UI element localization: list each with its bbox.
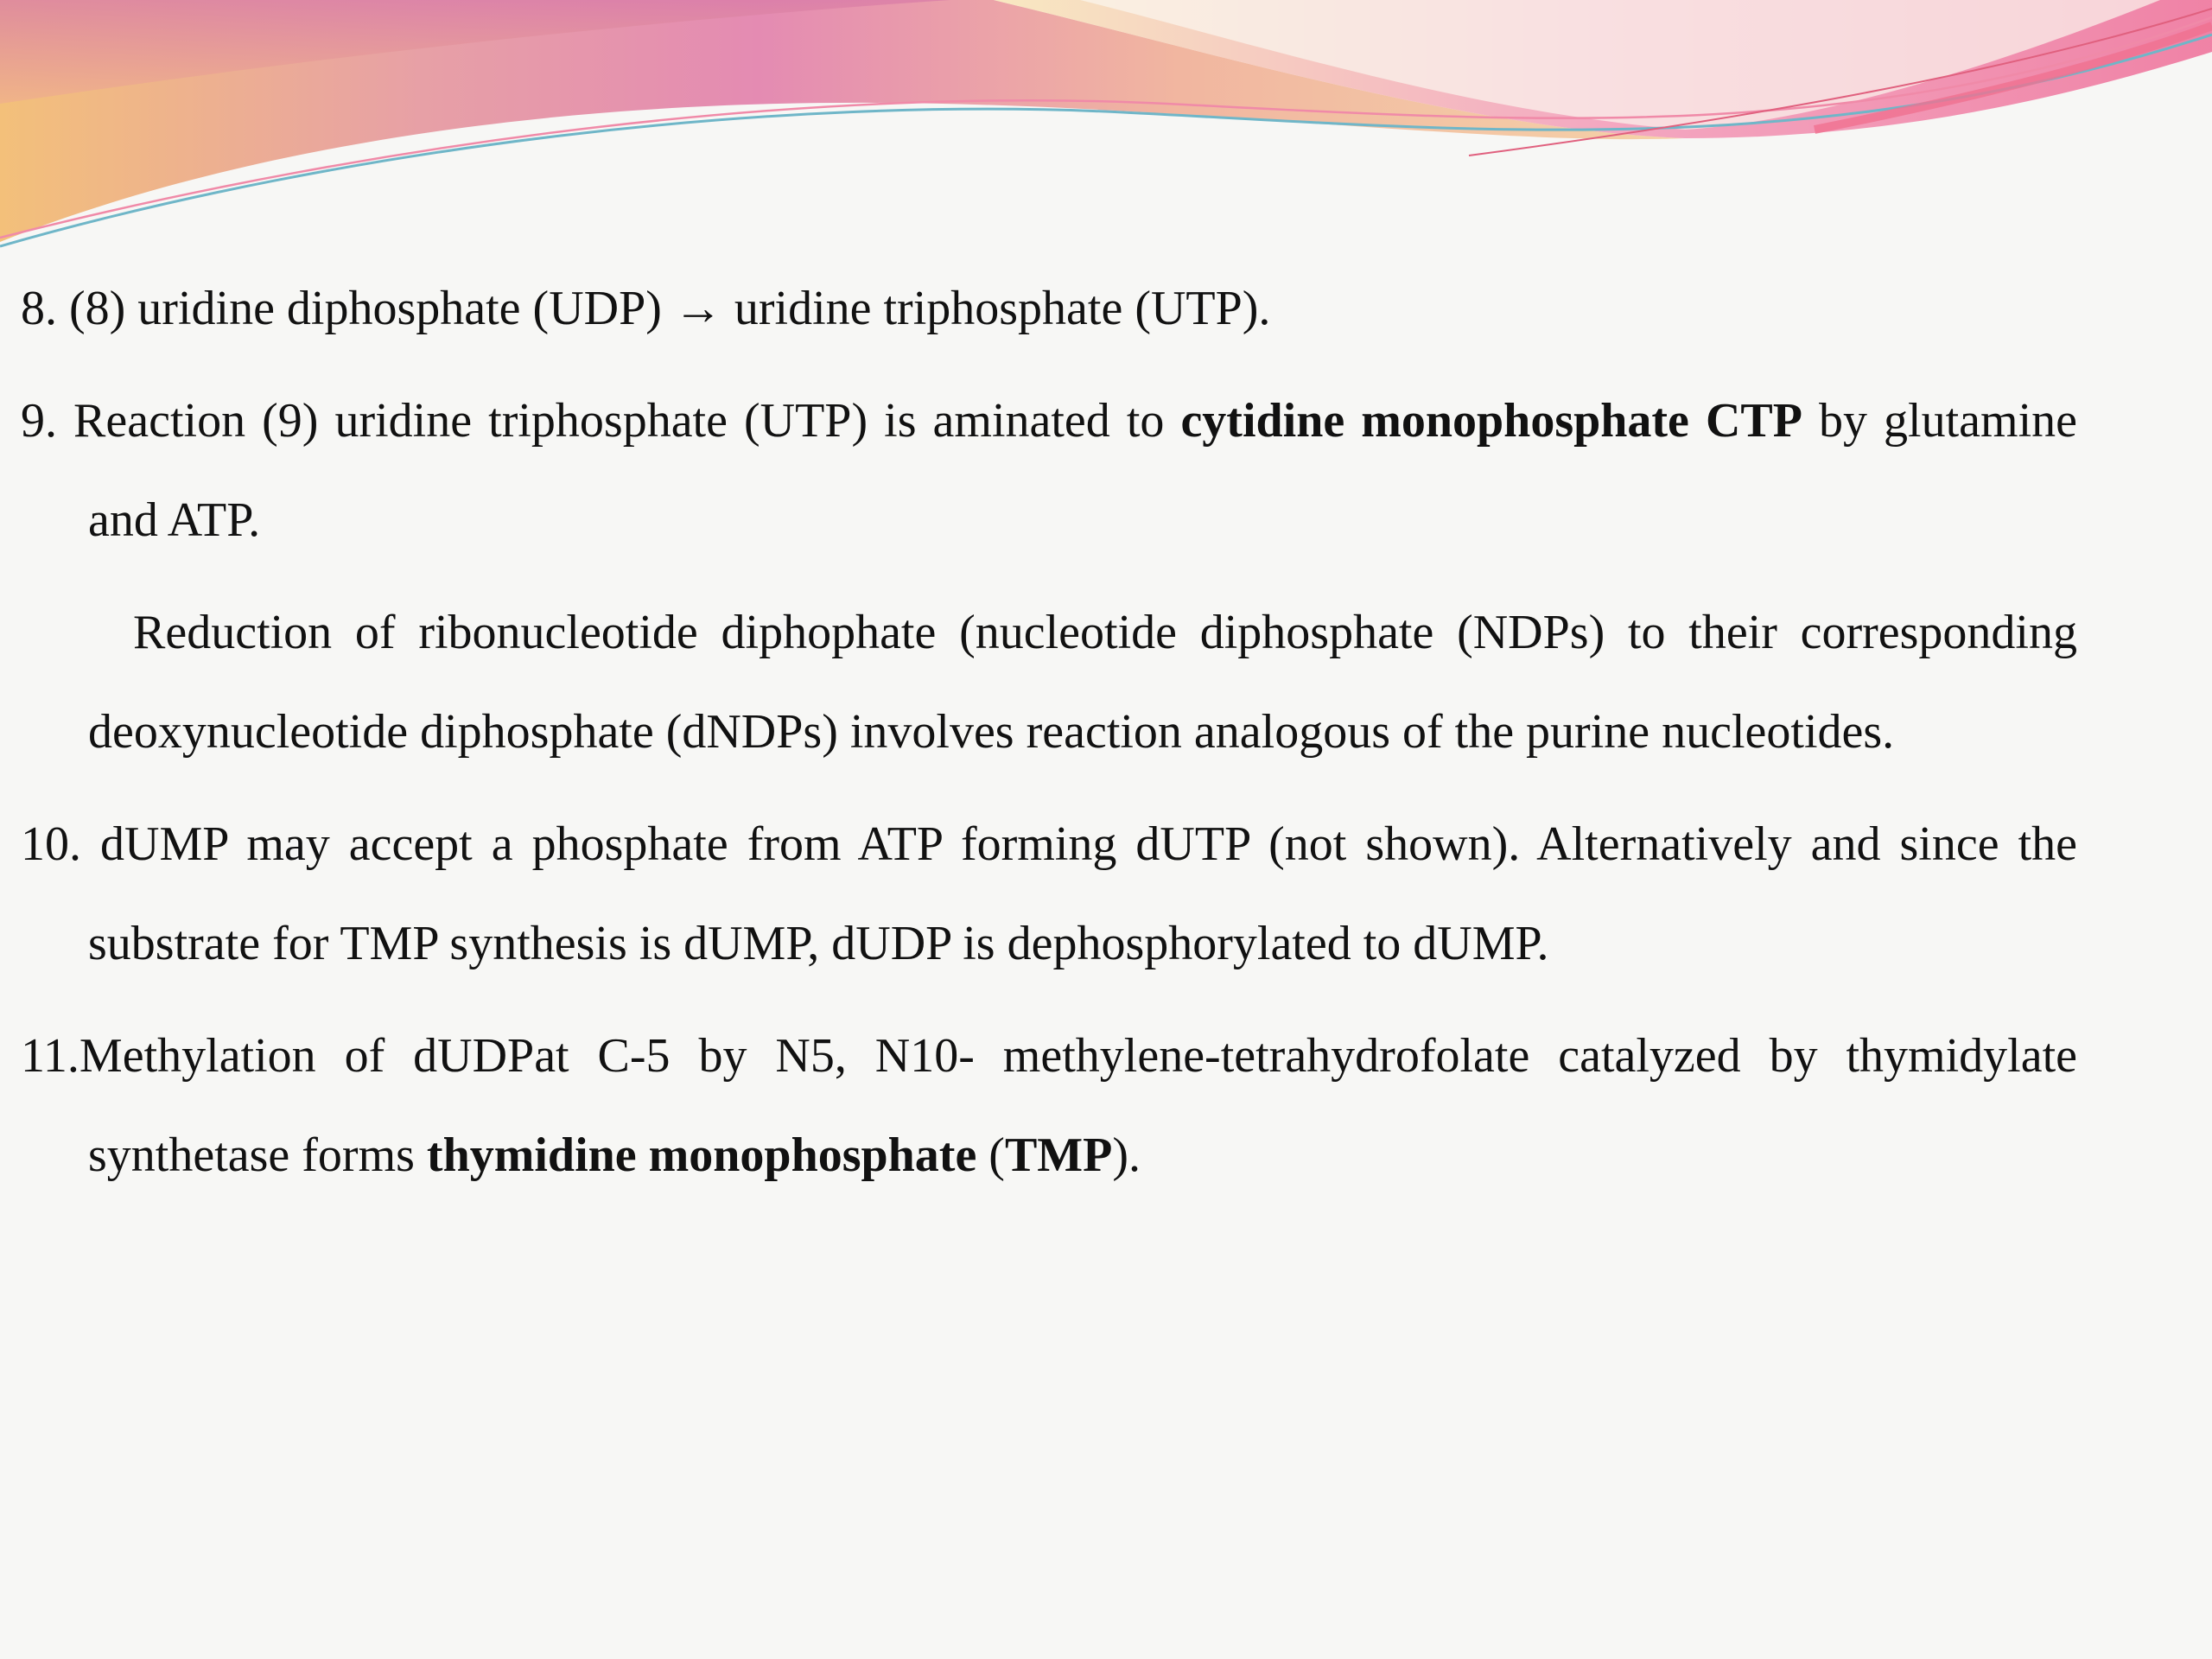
slide-body [21, 259, 2077, 1218]
list-item-9 [21, 372, 2077, 570]
item-text: 8. (8) uridine diphosphate (UDP) → uridine triphosphate (UTP). [21, 282, 1271, 335]
decorative-wave-banner [0, 0, 2212, 259]
list-item-10 [21, 795, 2077, 994]
bold-term: cytidine monophosphate CTP [1180, 394, 1802, 448]
paragraph-text: Reduction of ribonucleotide diphophate (nucleotide diphosphate (NDPs) to their corresponding deoxynucleotide diphosphate (dNDPs) involves reaction analogous of the purine nucleotides. [88, 606, 2077, 759]
item-text-end: by glutamine and ATP. [88, 394, 2078, 547]
list-item-11 [21, 1007, 2077, 1205]
list-item-8 [21, 259, 2077, 359]
item-text: 10. dUMP may accept a phosphate from ATP forming dUTP (not shown). Alternatively and since the substrate for TMP synthesis is dUMP, dUDP is dephosphorylated to dUMP. [21, 817, 2077, 970]
item-text-end: ). [1112, 1128, 1141, 1182]
item-text-mid: ( [976, 1128, 1005, 1182]
item-text: 9. Reaction (9) uridine triphosphate (UTP) is aminated to [21, 394, 1181, 448]
bold-abbrev: TMP [1004, 1128, 1113, 1182]
bold-term: thymidine monophosphate [426, 1128, 977, 1182]
item-text: 11.Methylation of dUDPat C-5 by N5, N10- methylene-tetrahydrofolate catalyzed by thymidylate synthetase forms [21, 1029, 2077, 1182]
paragraph-reduction [21, 583, 2077, 782]
